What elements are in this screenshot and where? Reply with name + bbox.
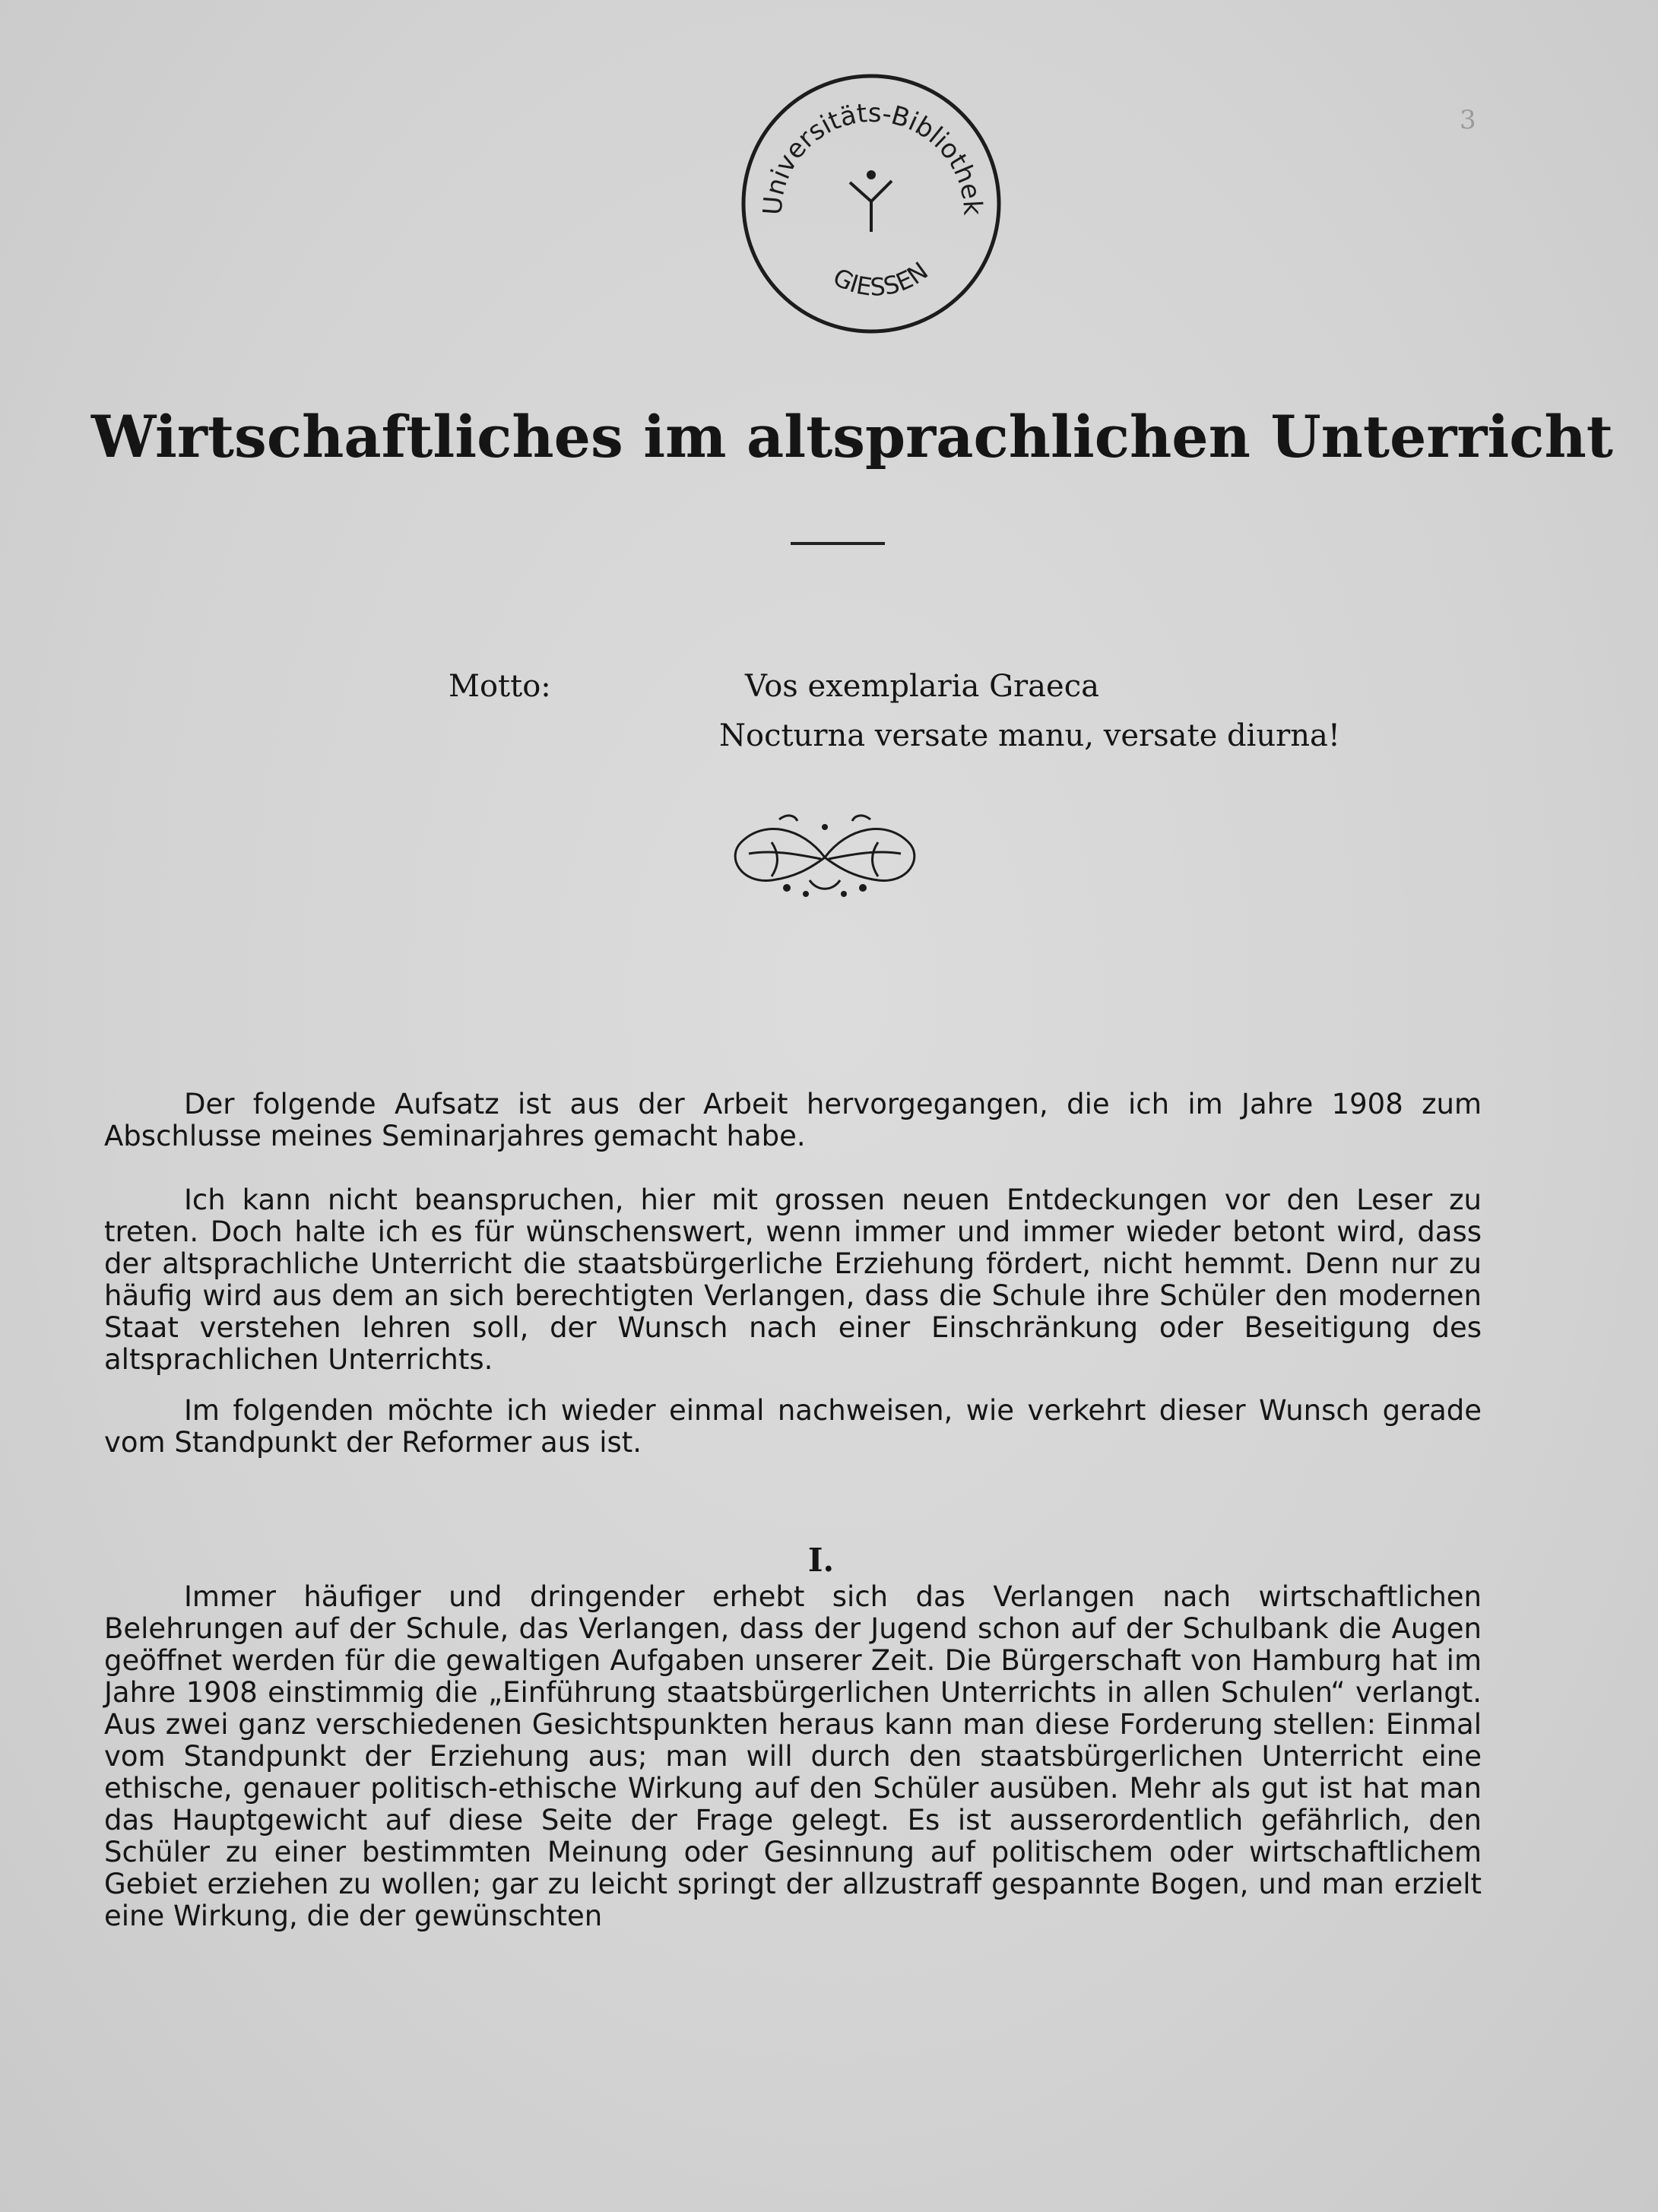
page-number: 3 xyxy=(1460,105,1476,135)
ornament-graphic xyxy=(718,812,931,903)
motto-line-1: Vos exemplaria Graeca xyxy=(745,669,1099,704)
intro-paragraph-2: Ich kann nicht beanspruchen, hier mit grossen neuen Entdeckungen vor den Leser zu treten. Doch halte ich es für wünschenswert, wenn immer und immer wieder betont wird, dass der altsprachliche Unterricht die staatsbürgerliche Erziehung fördert, nicht hemmt. Denn nur zu häufig wird aus dem an sich berechtigten Verlangen, dass die Schule ihre Schüler den modernen Staat verstehen lehren soll, der Wunsch nach einer Einschränkung oder Beseitigung des altsprachlichen Unterrichts. xyxy=(104,1184,1482,1376)
title-divider xyxy=(791,542,885,545)
intro-paragraph-3: Im folgenden möchte ich wieder einmal nachweisen, wie verkehrt dieser Wunsch gerade vom Standpunkt der Reformer aus ist. xyxy=(104,1394,1482,1459)
section-paragraph: Immer häufiger und dringender erhebt sich das Verlangen nach wirtschaftlichen Belehrungen auf der Schule, das Verlangen, dass der Jugend schon auf der Schulbank die Augen geöffnet werden für die gewaltigen Aufgaben unserer Zeit. Die Bürgerschaft von Hamburg hat im Jahre 1908 einstimmig die „Einführung staatsbürgerlichen Unterrichts in allen Schulen“ verlangt. Aus zwei ganz verschiedenen Gesichtspunkten heraus kann man diese Forderung stellen: Einmal vom Standpunkt der Erziehung aus; man will durch den staatsbürgerlichen Unterricht eine ethische, genauer politisch-ethische Wirkung auf den Schüler ausüben. Mehr als gut ist hat man das Hauptgewicht auf diese Seite der Frage gelegt. Es ist ausserordentlich gefährlich, den Schüler zu einer bestimmten Meinung oder Gesinnung auf politischem oder wirtschaftlichem Gebiet erziehen zu wollen; gar zu leicht springt der allzustraff gespannte Bogen, und man erzielt eine Wirkung, die der gewünschten xyxy=(104,1580,1482,1932)
motto-line-2: Nocturna versate manu, versate diurna! xyxy=(719,718,1340,753)
stamp-top-text: Universitäts-Bibliothek xyxy=(757,97,988,217)
article-title: Wirtschaftliches im altsprachlichen Unterricht xyxy=(91,403,1613,471)
stamp-bottom-text: GIESSEN xyxy=(828,256,934,302)
intro-paragraph-1: Der folgende Aufsatz ist aus der Arbeit hervorgegangen, die ich im Jahre 1908 zum Abschlusse meines Seminarjahres gemacht habe. xyxy=(104,1088,1482,1152)
motto-label: Motto: xyxy=(449,669,551,704)
library-stamp xyxy=(736,68,1007,339)
floral-ornament xyxy=(718,812,931,903)
stamp-graphic xyxy=(736,68,1007,339)
section-numeral: I. xyxy=(807,1542,835,1579)
